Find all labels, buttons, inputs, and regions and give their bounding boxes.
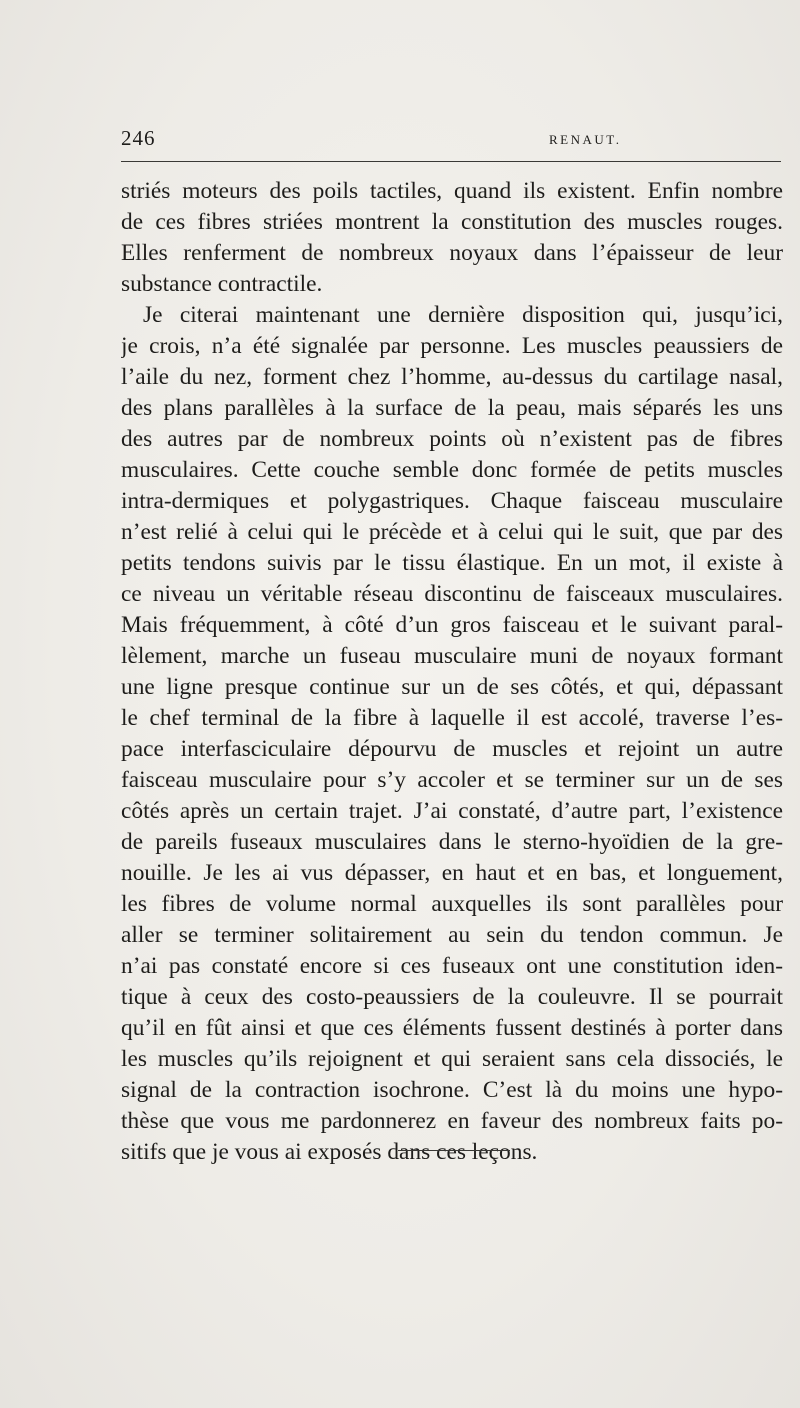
page-header bbox=[121, 126, 781, 150]
running-head: RENAUT. bbox=[549, 132, 622, 147]
text-line: thèse que vous me pardonnerez en faveur des nombreux faits po- bbox=[121, 1108, 783, 1134]
text-line: musculaires. Cette couche semble donc formée de petits muscles bbox=[121, 457, 783, 483]
text-line: de ces fibres striées montrent la constitution des muscles rouges. bbox=[121, 209, 783, 235]
text-line: Elles renferment de nombreux noyaux dans l’épaisseur de leur bbox=[121, 240, 783, 266]
end-rule bbox=[398, 1150, 510, 1151]
text-line: pace interfasciculaire dépourvu de muscles et rejoint un autre bbox=[121, 736, 783, 762]
text-line: les muscles qu’ils rejoignent et qui seraient sans cela dissociés, le bbox=[121, 1046, 783, 1072]
text-line: aller se terminer solitairement au sein du tendon commun. Je bbox=[121, 922, 783, 948]
text-line: striés moteurs des poils tactiles, quand ils existent. Enfin nombre bbox=[121, 178, 783, 204]
header-rule bbox=[121, 161, 781, 162]
text-line: une ligne presque continue sur un de ses côtés, et qui, dépassant bbox=[121, 674, 783, 700]
text-line: faisceau musculaire pour s’y accoler et se terminer sur un de ses bbox=[121, 767, 783, 793]
text-line: les fibres de volume normal auxquelles ils sont parallèles pour bbox=[121, 891, 783, 917]
text-line: lèlement, marche un fuseau musculaire muni de noyaux formant bbox=[121, 643, 783, 669]
paragraph bbox=[121, 176, 783, 300]
text-line: signal de la contraction isochrone. C’est là du moins une hypo- bbox=[121, 1077, 783, 1103]
text-line: ce niveau un véritable réseau discontinu de faisceaux musculaires. bbox=[121, 581, 783, 607]
text-line: des plans parallèles à la surface de la peau, mais séparés les uns bbox=[121, 395, 783, 421]
text-line: côtés après un certain trajet. J’ai constaté, d’autre part, l’existence bbox=[121, 798, 783, 824]
text-line: qu’il en fût ainsi et que ces éléments fussent destinés à porter dans bbox=[121, 1015, 783, 1041]
text-line: substance contractile. bbox=[121, 271, 323, 297]
text-line: intra-dermiques et polygastriques. Chaque faisceau musculaire bbox=[121, 488, 783, 514]
text-line: nouille. Je les ai vus dépasser, en haut et en bas, et longuement, bbox=[121, 860, 783, 886]
text-line: petits tendons suivis par le tissu élastique. En un mot, il existe à bbox=[121, 550, 783, 576]
text-line: tique à ceux des costo-peaussiers de la couleuvre. Il se pourrait bbox=[121, 984, 783, 1010]
text-line: n’est relié à celui qui le précède et à celui qui le suit, que par des bbox=[121, 519, 783, 545]
text-line: n’ai pas constaté encore si ces fuseaux ont une constitution iden- bbox=[121, 953, 783, 979]
text-line: des autres par de nombreux points où n’existent pas de fibres bbox=[121, 426, 783, 452]
body-text bbox=[121, 176, 783, 1168]
text-line: l’aile du nez, forment chez l’homme, au-dessus du cartilage nasal, bbox=[121, 364, 783, 390]
text-line: sitifs que je vous ai exposés dans ces leçons. bbox=[121, 1139, 538, 1165]
text-line: je crois, n’a été signalée par personne. Les muscles peaussiers de bbox=[121, 333, 783, 359]
text-line: Je citerai maintenant une dernière disposition qui, jusqu’ici, bbox=[143, 302, 783, 328]
paragraph bbox=[121, 300, 783, 1168]
text-line: de pareils fuseaux musculaires dans le sterno-hyoïdien de la gre- bbox=[121, 829, 783, 855]
text-line: le chef terminal de la fibre à laquelle il est accolé, traverse l’es- bbox=[121, 705, 783, 731]
page-number: 246 bbox=[121, 126, 156, 150]
text-line: Mais fréquemment, à côté d’un gros faisceau et le suivant paral- bbox=[121, 612, 783, 638]
